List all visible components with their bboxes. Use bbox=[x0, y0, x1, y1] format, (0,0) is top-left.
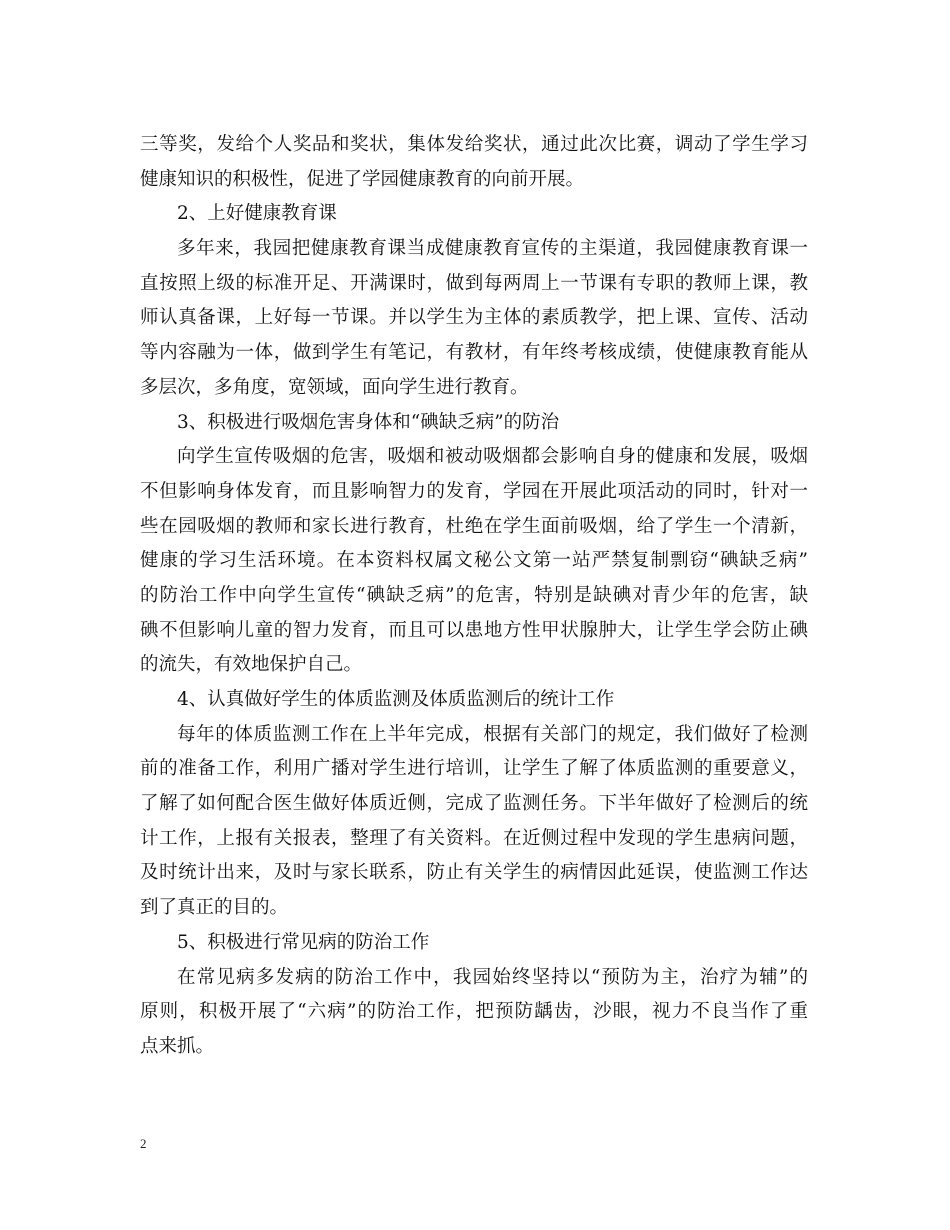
paragraph-line: 多层次，多角度，宽领域，面向学生进行教育。 bbox=[140, 376, 529, 398]
paragraph-line: 及时统计出来，及时与家长联系，防止有关学生的病情因此延误，使监测工作达 bbox=[140, 862, 808, 884]
section-heading: 5、积极进行常见病的防治工作 bbox=[177, 931, 430, 953]
paragraph-line: 的流失，有效地保护自己。 bbox=[140, 654, 363, 676]
document-body bbox=[140, 128, 808, 1065]
paragraph-line: 到了真正的目的。 bbox=[140, 897, 289, 919]
paragraph-line: 多年来，我园把健康教育课当成健康教育宣传的主渠道，我园健康教育课一 bbox=[177, 238, 808, 260]
paragraph-line: 了解了如何配合医生做好体质近侧，完成了监测任务。下半年做好了检测后的统 bbox=[140, 793, 808, 815]
paragraph-line: 师认真备课，上好每一节课。并以学生为主体的素质教学，把上课、宣传、活动 bbox=[140, 307, 808, 329]
paragraph-line: 健康的学习生活环境。在本资料权属文秘公文第一站严禁复制剽窃“碘缺乏病” bbox=[140, 550, 808, 572]
section-heading: 3、积极进行吸烟危害身体和“碘缺乏病”的防治 bbox=[177, 411, 560, 433]
paragraph-line: 的防治工作中向学生宣传“碘缺乏病”的危害，特别是缺碘对青少年的危害，缺 bbox=[140, 584, 808, 606]
paragraph-line: 原则，积极开展了“六病”的防治工作，把预防龋齿，沙眼，视力不良当作了重 bbox=[140, 1001, 808, 1023]
paragraph-line: 计工作，上报有关报表，整理了有关资料。在近侧过程中发现的学生患病问题， bbox=[140, 827, 808, 849]
paragraph-line: 等内容融为一体，做到学生有笔记，有教材，有年终考核成绩，使健康教育能从 bbox=[140, 342, 808, 364]
paragraph-line: 健康知识的积极性，促进了学园健康教育的向前开展。 bbox=[140, 168, 585, 190]
section-heading: 2、上好健康教育课 bbox=[177, 203, 337, 225]
paragraph-line: 向学生宣传吸烟的危害，吸烟和被动吸烟都会影响自身的健康和发展，吸烟 bbox=[177, 446, 808, 468]
paragraph-line: 直按照上级的标准开足、开满课时，做到每两周上一节课有专职的教师上课，教 bbox=[140, 272, 808, 294]
paragraph-line: 三等奖，发给个人奖品和奖状，集体发给奖状，通过此次比赛，调动了学生学习 bbox=[140, 134, 808, 155]
section-heading: 4、认真做好学生的体质监测及体质监测后的统计工作 bbox=[177, 689, 615, 710]
paragraph-line: 碘不但影响儿童的智力发育，而且可以患地方性甲状腺肿大，让学生学会防止碘 bbox=[140, 619, 808, 641]
page-number: 2 bbox=[140, 1136, 147, 1151]
paragraph-line: 在常见病多发病的防治工作中，我园始终坚持以“预防为主，治疗为辅”的 bbox=[177, 966, 808, 988]
paragraph-line: 些在园吸烟的教师和家长进行教育，杜绝在学生面前吸烟，给了学生一个清新， bbox=[140, 515, 808, 537]
paragraph-line: 前的准备工作，利用广播对学生进行培训，让学生了解了体质监测的重要意义， bbox=[140, 758, 808, 780]
paragraph-line: 每年的体质监测工作在上半年完成，根据有关部门的规定，我们做好了检测 bbox=[177, 723, 808, 745]
paragraph-line: 点来抓。 bbox=[140, 1035, 215, 1057]
paragraph-line: 不但影响身体发育，而且影响智力的发育，学园在开展此项活动的同时，针对一 bbox=[140, 480, 808, 502]
